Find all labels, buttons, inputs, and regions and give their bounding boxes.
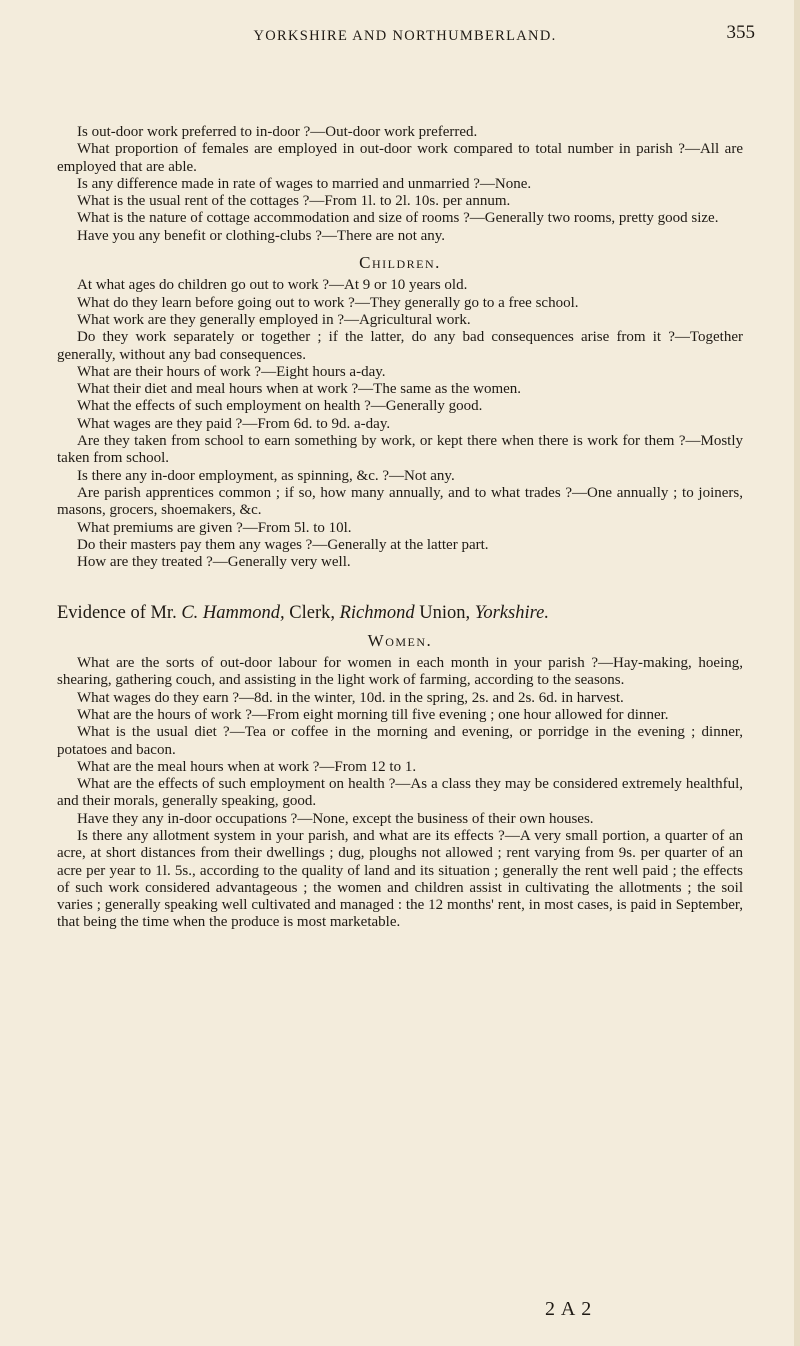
- county-name: Yorkshire.: [474, 603, 549, 624]
- page-number: 355: [726, 22, 755, 43]
- qa-paragraph: What is the usual diet ?—Tea or coffee in the morning and evening, or porridge in the evening ; dinner, potatoes and bacon.: [57, 724, 743, 758]
- qa-paragraph: What are the effects of such employment on health ?—As a class they may be considered extremely healthful, and their morals, generally speaking, good.: [57, 776, 743, 810]
- qa-paragraph: Is out-door work preferred to in-door ?—Out-door work preferred.: [77, 124, 478, 140]
- qa-paragraph: Have they any in-door occupations ?—None, except the business of their own houses.: [77, 810, 594, 827]
- qa-paragraph: What are their hours of work ?—Eight hours a-day.: [77, 363, 386, 380]
- qa-paragraph: What premiums are given ?—From 5l. to 10l.: [77, 519, 352, 536]
- qa-paragraph: What their diet and meal hours when at work ?—The same as the women.: [77, 381, 522, 398]
- page-header: [55, 20, 755, 60]
- qa-paragraph: Is there any allotment system in your parish, and what are its effects ?—A very small portion, a quarter of an acre, at short distances from their dwellings ; dug, ploughs not allowed ; rent varying from 9s. per quarter of an acre per year to 1l. 5s., according to the quality of land and its situation ; generally the rent well paid ; the effects of such work considered advantageous ; the women and children assist in cultivating the allotments ; the soil varies ; generally speaking well cultivated and managed : the 12 months' rent, in most cases, is paid in September, that being the time when the produce is most marketable.: [57, 827, 743, 931]
- qa-paragraph: Are parish apprentices common ; if so, how many annually, and to what trades ?—One annually ; to joiners, masons, grocers, shoemakers, &c.: [57, 484, 743, 519]
- evidence-prefix: Evidence of Mr.: [57, 603, 182, 624]
- union-name: Richmond: [339, 603, 415, 624]
- qa-paragraph: How are they treated ?—Generally very well.: [77, 554, 351, 571]
- qa-paragraph: What the effects of such employment on health ?—Generally good.: [77, 398, 483, 415]
- qa-paragraph: What proportion of females are employed in out-door work compared to total number in parish ?—All are employed that are able.: [57, 141, 743, 175]
- qa-paragraph: What are the meal hours when at work ?—From 12 to 1.: [77, 758, 417, 775]
- qa-paragraph: Do their masters pay them any wages ?—Generally at the latter part.: [77, 536, 489, 553]
- qa-paragraph: What are the sorts of out-door labour for women in each month in your parish ?—Hay-making, hoeing, shearing, gathering couch, and assisting in the light work of farming, according to the seasons.: [57, 655, 743, 689]
- running-head: YORKSHIRE AND NORTHUMBERLAND.: [253, 28, 557, 44]
- qa-paragraph: Are they taken from school to earn something by work, or kept there when there is work for them ?—Mostly taken from school.: [57, 433, 743, 467]
- qa-paragraph: Do they work separately or together ; if the latter, do any bad consequences arise from it ?—Together generally, without any bad consequences.: [57, 329, 743, 363]
- section-heading-children: Children.: [359, 253, 441, 273]
- qa-paragraph: What is the nature of cottage accommodation and size of rooms ?—Generally two rooms, pretty good size.: [77, 210, 719, 227]
- qa-paragraph: At what ages do children go out to work ?—At 9 or 10 years old.: [77, 277, 468, 294]
- qa-paragraph: Is any difference made in rate of wages to married and unmarried ?—None.: [77, 175, 532, 192]
- qa-paragraph: Have you any benefit or clothing-clubs ?—There are not any.: [77, 227, 446, 244]
- qa-paragraph: What do they learn before going out to work ?—They generally go to a free school.: [77, 294, 579, 311]
- section-heading-women: Women.: [367, 630, 433, 650]
- qa-paragraph: What wages do they earn ?—8d. in the winter, 10d. in the spring, 2s. and 2s. 6d. in harvest.: [77, 689, 624, 706]
- union-word: Union,: [414, 603, 475, 624]
- qa-paragraph: Is there any in-door employment, as spinning, &c. ?—Not any.: [77, 467, 455, 484]
- qa-paragraph: What is the usual rent of the cottages ?—From 1l. to 2l. 10s. per annum.: [77, 193, 511, 210]
- witness-name: C. Hammond,: [181, 603, 285, 624]
- signature-mark: 2 A 2: [545, 1298, 593, 1320]
- evidence-heading: [57, 605, 743, 622]
- qa-paragraph: What wages are they paid ?—From 6d. to 9d. a-day.: [77, 415, 391, 432]
- qa-paragraph: What are the hours of work ?—From eight morning till five evening ; one hour allowed for dinner.: [77, 706, 669, 723]
- body-text: [57, 124, 743, 932]
- qa-paragraph: What work are they generally employed in ?—Agricultural work.: [77, 311, 471, 328]
- evidence-mid: Clerk,: [284, 603, 340, 624]
